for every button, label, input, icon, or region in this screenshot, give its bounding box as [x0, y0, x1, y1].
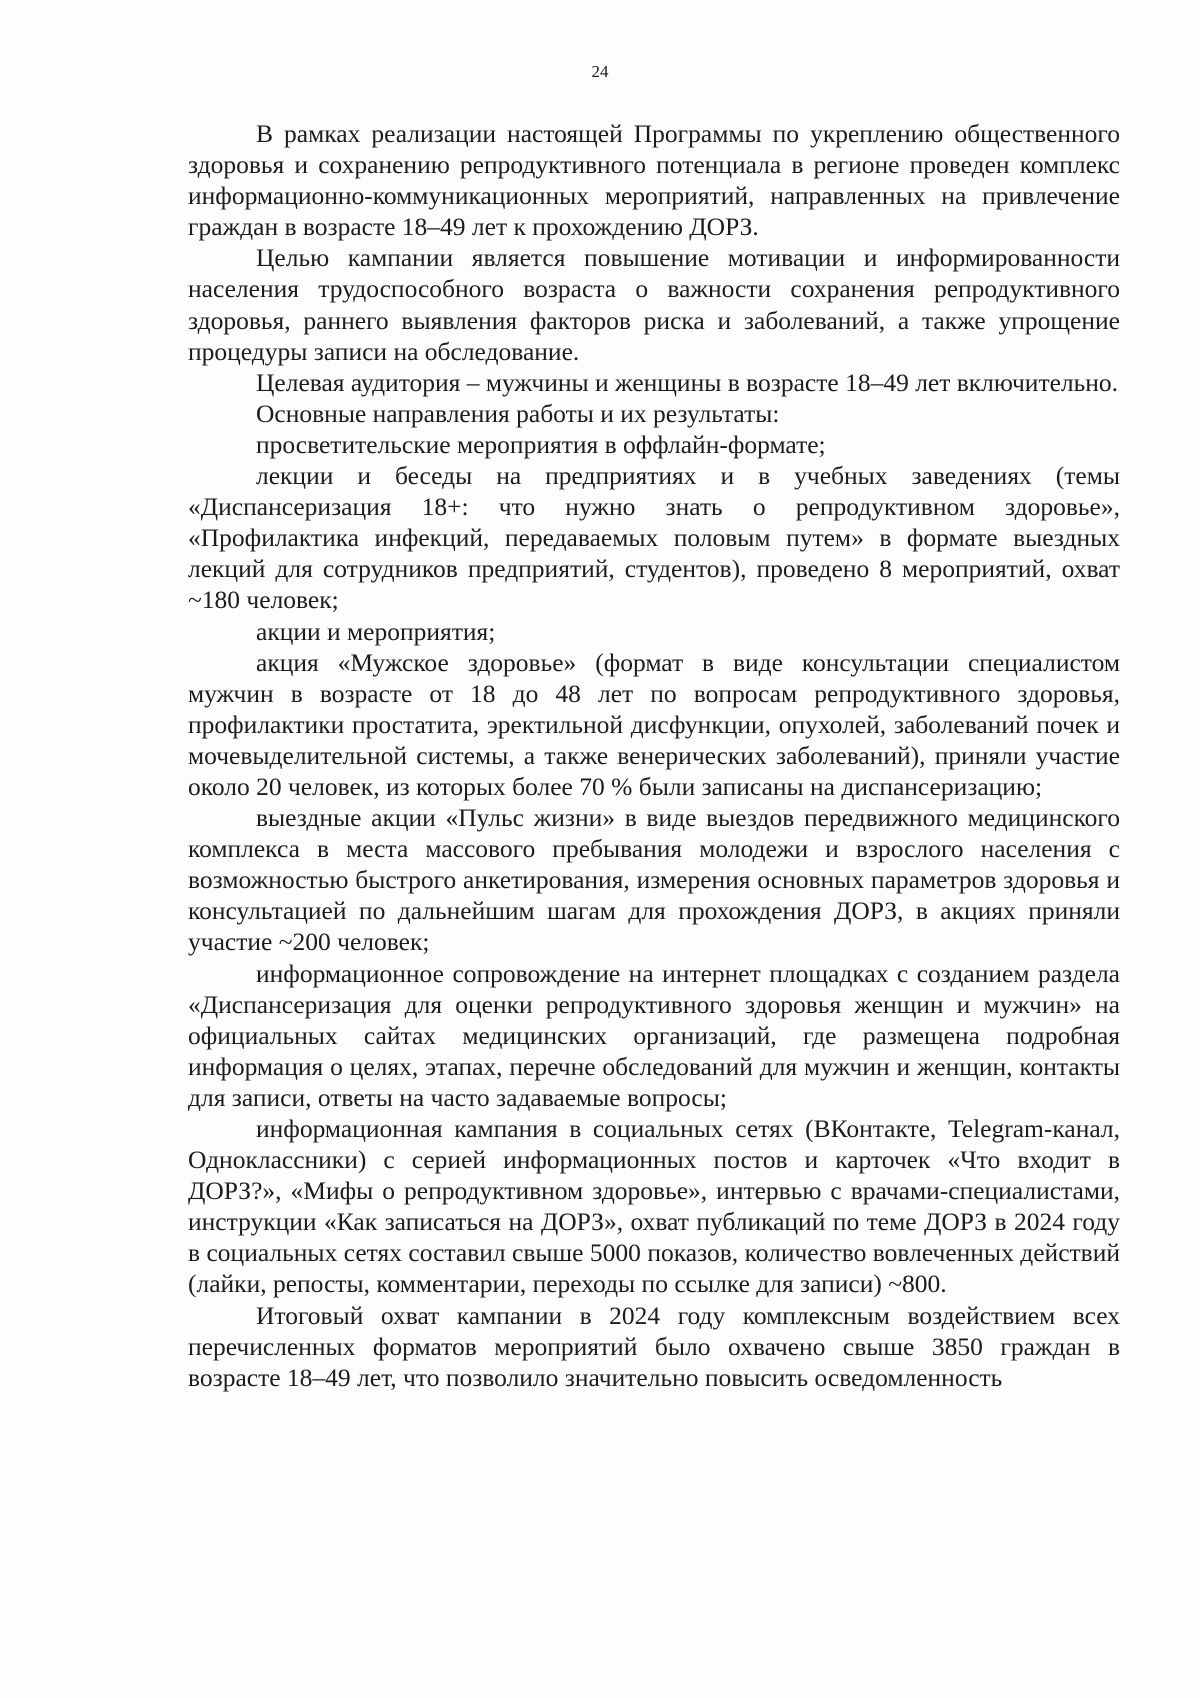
- paragraph-total-coverage: Итоговый охват кампании в 2024 году комплексным воздействием всех перечисленных форматов мероприятий было охвачено свыше 3850 граждан в возрасте 18–49 лет, что позволило значительно повысить осведомленность: [188, 1300, 1120, 1392]
- paragraph-directions-heading: Основные направления работы и их результаты:: [256, 398, 780, 428]
- paragraph-social-media-campaign: информационная кампания в социальных сетях (ВКонтакте, Telegram-канал, Одноклассники) с серией информационных постов и карточек «Что входит в ДОРЗ?», «Мифы о репродуктивном здоровье», интервью с врачами-специалистами, инструкции «Как записаться на ДОРЗ», охват публикаций по теме ДОРЗ в 2024 году в социальных сетях составил свыше 5000 показов, количество вовлеченных действий (лайки, репосты, комментарии, переходы по ссылке для записи) ~800.: [188, 1114, 1120, 1299]
- paragraph-program-measures: В рамках реализации настоящей Программы по укреплению общественного здоровья и сохранению репродуктивного потенциала в регионе проведен комплекс информационно-коммуникационных мероприятий, направленных на привлечение граждан в возрасте 18–49 лет к прохождению ДОРЗ.: [188, 119, 1120, 242]
- paragraph-actions-heading: акции и мероприятия;: [256, 616, 496, 646]
- document-body: [188, 118, 1120, 1393]
- page-number: 24: [591, 62, 609, 81]
- paragraph-target-audience: Целевая аудитория – мужчины и женщины в возрасте 18–49 лет включительно.: [256, 367, 1119, 397]
- paragraph-offline-events: просветительские мероприятия в оффлайн-формате;: [256, 429, 826, 459]
- paragraph-internet-support: информационное сопровождение на интернет площадках с созданием раздела «Диспансеризация для оценки репродуктивного здоровья женщин и мужчин» на официальных сайтах медицинских организаций, где размещена подробная информация о целях, этапах, перечне обследований для мужчин и женщин, контакты для записи, ответы на часто задаваемые вопросы;: [188, 958, 1120, 1112]
- paragraph-pulse-of-life-action: выездные акции «Пульс жизни» в виде выездов передвижного медицинского комплекса в места массового пребывания молодежи и взрослого населения с возможностью быстрого анкетирования, измерения основных параметров здоровья и консультацией по дальнейшим шагам для прохождения ДОРЗ, в акциях приняли участие ~200 человек;: [188, 803, 1120, 957]
- paragraph-lectures: лекции и беседы на предприятиях и в учебных заведениях (темы «Диспансеризация 18+: что нужно знать о репродуктивном здоровье», «Профилактика инфекций, передаваемых половым путем» в формате выездных лекций для сотрудников предприятий, студентов), проведено 8 мероприятий, охват ~180 человек;: [188, 461, 1120, 615]
- paragraph-mens-health-action: акция «Мужское здоровье» (формат в виде консультации специалистом мужчин в возрасте от 18 до 48 лет по вопросам репродуктивного здоровья, профилактики простатита, эректильной дисфункции, опухолей, заболеваний почек и мочевыделительной системы, а также венерических заболеваний), приняли участие около 20 человек, из которых более 70 % были записаны на диспансеризацию;: [188, 647, 1120, 801]
- paragraph-campaign-goal: Целью кампании является повышение мотивации и информированности населения трудоспособного возраста о важности сохранения репродуктивного здоровья, раннего выявления факторов риска и заболеваний, а также упрощение процедуры записи на обследование.: [188, 243, 1120, 366]
